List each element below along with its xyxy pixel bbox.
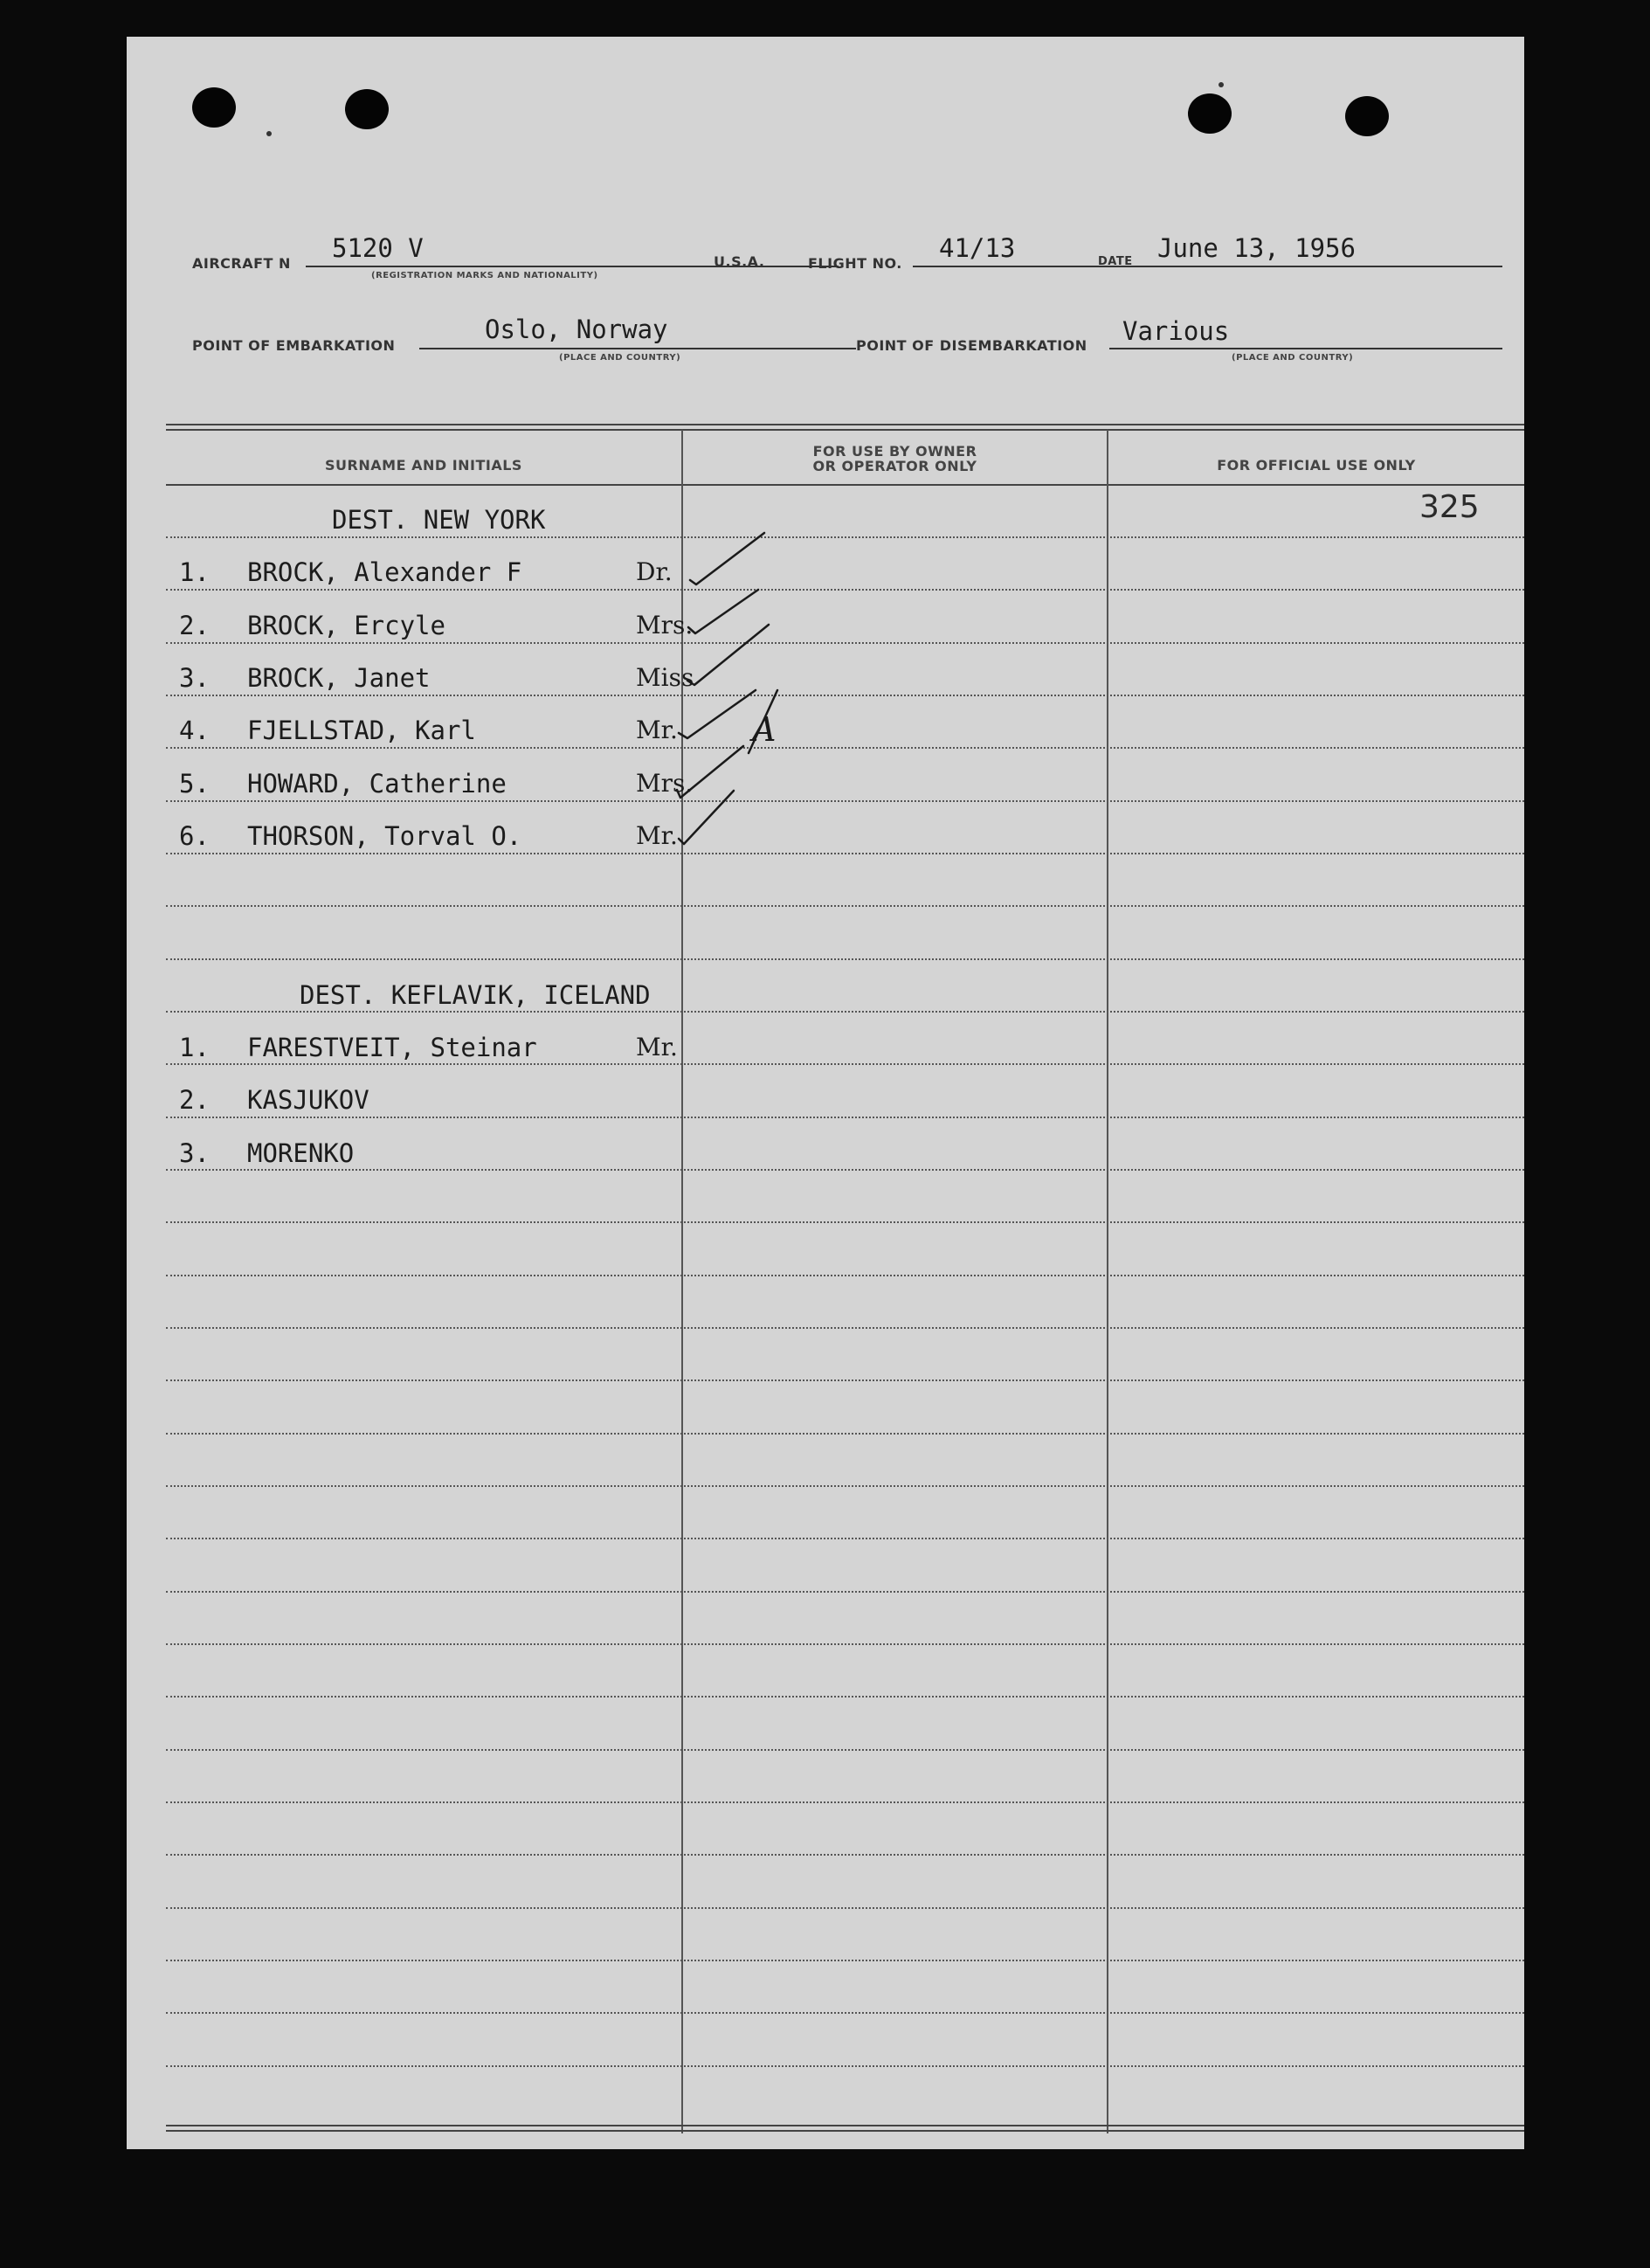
table-bottom-rule xyxy=(166,2130,1524,2132)
table-rule xyxy=(166,1960,1524,1961)
destination-heading: DEST. NEW YORK xyxy=(332,505,546,535)
passenger-title: Miss xyxy=(636,663,694,692)
passenger-number: 1. xyxy=(179,557,210,587)
checkmark xyxy=(679,690,756,738)
passenger-name: HOWARD, Catherine xyxy=(247,769,507,799)
manifest-sheet xyxy=(127,37,1524,2149)
table-rule xyxy=(166,2065,1524,2067)
checkmark xyxy=(679,791,734,844)
passenger-name: BROCK, Ercyle xyxy=(247,611,445,640)
table-bottom-rule xyxy=(166,2125,1524,2126)
table-rule xyxy=(166,1169,1524,1171)
checkmark xyxy=(687,625,769,685)
flight-label: FLIGHT NO. xyxy=(808,255,902,272)
passenger-number: 5. xyxy=(179,769,210,799)
table-rule xyxy=(166,1696,1524,1698)
table-rule xyxy=(166,2012,1524,2014)
passenger-name: FJELLSTAD, Karl xyxy=(247,716,476,745)
passenger-number: 2. xyxy=(179,1085,210,1115)
date-label: DATE xyxy=(1098,255,1133,268)
table-rule xyxy=(166,1327,1524,1329)
passenger-title: Mr. xyxy=(636,716,678,744)
aircraft-value: 5120 V xyxy=(332,233,424,263)
passenger-title: Mrs. xyxy=(636,769,694,798)
table-rule xyxy=(166,1433,1524,1435)
passenger-name: BROCK, Janet xyxy=(247,663,431,693)
disembarkation-value: Various xyxy=(1122,316,1230,346)
aircraft-label: AIRCRAFT N xyxy=(192,255,291,272)
destination-heading: DEST. KEFLAVIK, ICELAND xyxy=(300,980,651,1010)
table-rule xyxy=(166,1011,1524,1013)
handwritten-letter: A xyxy=(752,710,777,749)
passenger-name: KASJUKOV xyxy=(247,1085,369,1115)
passenger-name: BROCK, Alexander F xyxy=(247,557,522,587)
table-rule xyxy=(166,1643,1524,1645)
handwritten-checkmarks xyxy=(127,37,1524,998)
usa-label: U.S.A. xyxy=(714,253,765,270)
embarkation-label: POINT OF EMBARKATION xyxy=(192,337,396,354)
passenger-title: Mr. xyxy=(636,1033,678,1061)
passenger-title: Dr. xyxy=(636,557,673,586)
passenger-name: THORSON, Torval O. xyxy=(247,821,522,851)
table-rule xyxy=(166,1591,1524,1593)
table-rule xyxy=(166,1801,1524,1803)
table-rule xyxy=(166,1379,1524,1381)
table-rule xyxy=(166,1538,1524,1539)
column-header-owner-line1: FOR USE BY OWNER xyxy=(812,443,977,460)
embarkation-value: Oslo, Norway xyxy=(485,315,668,344)
column-header-name: SURNAME AND INITIALS xyxy=(325,457,522,474)
aircraft-caption: (REGISTRATION MARKS AND NATIONALITY) xyxy=(371,271,598,280)
passenger-number: 3. xyxy=(179,1138,210,1168)
column-header-owner-line2: OR OPERATOR ONLY xyxy=(812,458,977,474)
table-rule xyxy=(166,1117,1524,1118)
date-value: June 13, 1956 xyxy=(1157,233,1356,263)
checkmark xyxy=(688,590,758,633)
disembarkation-caption: (PLACE AND COUNTRY) xyxy=(1232,353,1354,363)
passenger-name: FARESTVEIT, Steinar xyxy=(247,1033,537,1062)
passenger-number: 1. xyxy=(179,1033,210,1062)
passenger-number: 4. xyxy=(179,716,210,745)
passenger-name: MORENKO xyxy=(247,1138,355,1168)
official-number: 325 xyxy=(1419,489,1480,525)
passenger-number: 2. xyxy=(179,611,210,640)
embarkation-caption: (PLACE AND COUNTRY) xyxy=(559,353,681,363)
table-rule xyxy=(166,1221,1524,1223)
flight-value: 41/13 xyxy=(939,233,1016,263)
table-rule xyxy=(166,1907,1524,1909)
table-rule xyxy=(166,1749,1524,1751)
table-rule xyxy=(166,1063,1524,1065)
passenger-number: 3. xyxy=(179,663,210,693)
passenger-title: Mr. xyxy=(636,821,678,850)
table-rule xyxy=(166,1854,1524,1856)
table-rule xyxy=(166,1275,1524,1276)
passenger-title: Mrs. xyxy=(636,611,694,640)
checkmark xyxy=(690,533,764,584)
table-rule xyxy=(166,1485,1524,1487)
column-header-official: FOR OFFICIAL USE ONLY xyxy=(1217,457,1416,474)
passenger-number: 6. xyxy=(179,821,210,851)
disembarkation-label: POINT OF DISEMBARKATION xyxy=(856,337,1087,354)
